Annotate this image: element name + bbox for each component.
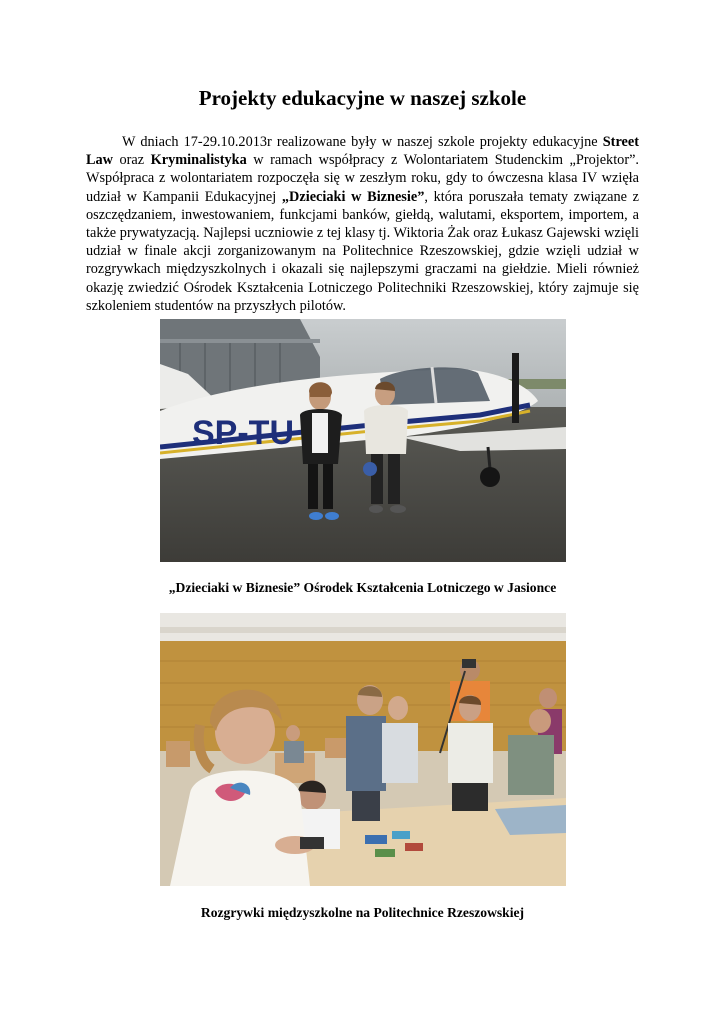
project-kryminalistyka: Kryminalistyka xyxy=(150,152,247,169)
aircraft-registration: SP-TU xyxy=(192,414,294,452)
caption-photo-competition: Rozgrywki międzyszkolne na Politechnice Rzeszowskiej xyxy=(200,905,525,920)
photo-airplane xyxy=(160,319,566,562)
campaign-name: „Dzieciaki w Biznesie” xyxy=(281,188,425,205)
paragraph-text-2: oraz xyxy=(113,152,151,169)
paragraph-text-4: , która poruszała tematy związane z oszczędzaniem, inwestowaniem, funkcjami banków, giełdą, walutami, eksportem, importem, a także prywatyzacją. Najlepsi uczniowie z tej klasy tj. Wiktoria Żak oraz Łukasz Gajewski wzięli udział w finale akcji zorganizowanym na Politechnice Rzeszowskiej, gdzie wzięli udział w rozgrywkach międzyszkolnych i okazali się najlepszymi graczami na giełdzie. Mieli również okazję zwiedzić Ośrodek Kształcenia Lotniczego Politechniki Rzeszowskiej, który zajmuje się szkoleniem studentów na przyszłych pilotów. xyxy=(86,188,639,314)
photo-airplane-image xyxy=(160,319,566,562)
caption-photo-airplane: „Dzieciaki w Biznesie” Ośrodek Kształcenia Lotniczego w Jasionce xyxy=(168,580,557,595)
paragraph-text-1: W dniach 17-29.10.2013r realizowane były w naszej szkole projekty edukacyjne xyxy=(122,134,603,150)
paragraph-text-3: w ramach współpracy z Wolontariatem Studenckim „Projektor”. Współpraca z wolontariatem rozpoczęła się w zeszłym roku, gdy to ówczesna klasa IV wzięła udział w Kampanii Edukacyjnej xyxy=(86,152,639,205)
photo-competition-image xyxy=(160,613,566,886)
project-street-law: Street Law xyxy=(86,134,639,169)
document-title: Projekty edukacyjne w naszej szkole xyxy=(198,86,527,110)
photo-competition xyxy=(160,613,566,886)
body-paragraph xyxy=(86,133,639,315)
